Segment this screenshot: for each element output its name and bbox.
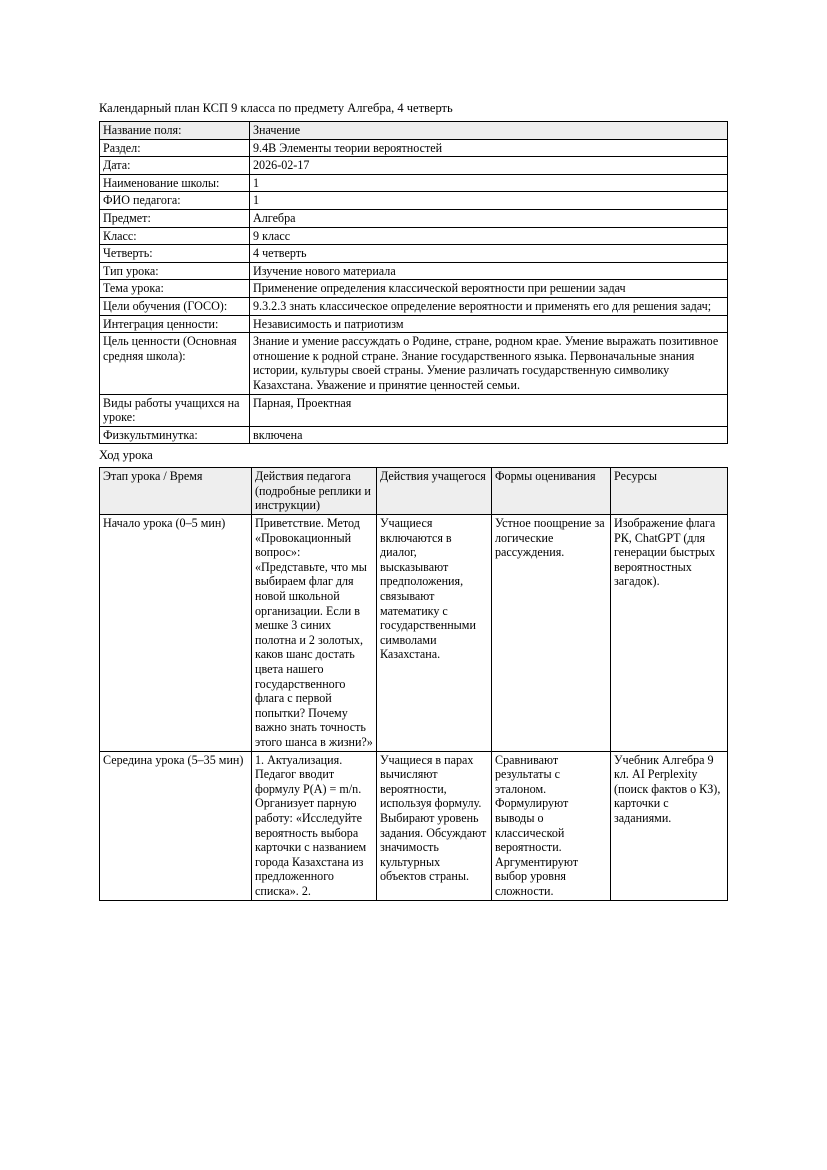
cell-stage: Середина урока (5–35 мин)	[100, 751, 252, 900]
cell-stage: Начало урока (0–5 мин)	[100, 515, 252, 752]
field-value: Применение определения классической вероятности при решении задач	[250, 280, 728, 298]
table-row	[100, 227, 728, 245]
field-value: 2026-02-17	[250, 157, 728, 175]
lesson-table-header-row	[100, 468, 728, 515]
header-cell-value: Значение	[250, 122, 728, 140]
field-label: Раздел:	[100, 139, 250, 157]
field-value: Изучение нового материала	[250, 262, 728, 280]
field-label: Виды работы учащихся на уроке:	[100, 394, 250, 426]
lesson-flow-label: Ход урока	[99, 448, 153, 463]
lesson-flow-table	[99, 467, 728, 900]
header-cell-resources: Ресурсы	[611, 468, 728, 515]
table-row	[100, 139, 728, 157]
table-row	[100, 297, 728, 315]
header-cell-stage: Этап урока / Время	[100, 468, 252, 515]
header-cell-student-actions: Действия учащегося	[377, 468, 492, 515]
table-row	[100, 333, 728, 394]
field-label: Класс:	[100, 227, 250, 245]
document-content	[99, 101, 727, 901]
table-row	[100, 315, 728, 333]
cell-teacher-actions: Приветствие. Метод «Провокационный вопрос»: «Представьте, что мы выбираем флаг для новой школьной организации. Если в мешке 3 синих полотна и 2 золотых, каков шанс достать цвета нашего государственного флага с первой попытки? Почему важно знать точность этого шанса в жизни?»	[252, 515, 377, 752]
field-label: Цель ценности (Основная средняя школа):	[100, 333, 250, 394]
cell-resources: Учебник Алгебра 9 кл. AI Perplexity (поиск фактов о КЗ), карточки с заданиями.	[611, 751, 728, 900]
field-value: Алгебра	[250, 209, 728, 227]
cell-resources: Изображение флага РК, ChatGPT (для генерации быстрых вероятностных загадок).	[611, 515, 728, 752]
field-label: Дата:	[100, 157, 250, 175]
table-header-row	[100, 122, 728, 140]
table-row	[100, 394, 728, 426]
field-label: Интеграция ценности:	[100, 315, 250, 333]
field-value: 9.4B Элементы теории вероятностей	[250, 139, 728, 157]
table-row	[100, 262, 728, 280]
lesson-info-table	[99, 121, 728, 444]
header-cell-field: Название поля:	[100, 122, 250, 140]
table-row	[100, 157, 728, 175]
field-value: включена	[250, 426, 728, 444]
cell-teacher-actions: 1. Актуализация. Педагог вводит формулу P(A) = m/n. Организует парную работу: «Исследуйте вероятность выбора карточки с названием города Казахстана из предложенного списка». 2.	[252, 751, 377, 900]
field-value: Парная, Проектная	[250, 394, 728, 426]
cell-assessment: Устное поощрение за логические рассуждения.	[492, 515, 611, 752]
field-label: Цели обучения (ГОСО):	[100, 297, 250, 315]
field-value: 1	[250, 192, 728, 210]
table-row	[100, 426, 728, 444]
field-label: Четверть:	[100, 245, 250, 263]
table-row	[100, 515, 728, 752]
field-label: Тип урока:	[100, 262, 250, 280]
field-value: 9 класс	[250, 227, 728, 245]
header-cell-teacher-actions: Действия педагога (подробные реплики и инструкции)	[252, 468, 377, 515]
field-value: 1	[250, 174, 728, 192]
table-row	[100, 280, 728, 298]
field-value: 9.3.2.3 знать классическое определение вероятности и применять его для решения задач;	[250, 297, 728, 315]
table-row	[100, 174, 728, 192]
page-title: Календарный план КСП 9 класса по предмету Алгебра, 4 четверть	[99, 101, 453, 115]
table-row	[100, 245, 728, 263]
field-label: Тема урока:	[100, 280, 250, 298]
cell-assessment: Сравнивают результаты с эталоном. Формулируют выводы о классической вероятности. Аргументируют выбор уровня сложности.	[492, 751, 611, 900]
table-row	[100, 751, 728, 900]
field-label: ФИО педагога:	[100, 192, 250, 210]
table-row	[100, 192, 728, 210]
cell-student-actions: Учащиеся в парах вычисляют вероятности, используя формулу. Выбирают уровень задания. Обсуждают значимость культурных объектов страны.	[377, 751, 492, 900]
field-label: Физкультминутка:	[100, 426, 250, 444]
field-value: Независимость и патриотизм	[250, 315, 728, 333]
field-value: 4 четверть	[250, 245, 728, 263]
field-label: Наименование школы:	[100, 174, 250, 192]
cell-student-actions: Учащиеся включаются в диалог, высказывают предположения, связывают математику с государственными символами Казахстана.	[377, 515, 492, 752]
field-value: Знание и умение рассуждать о Родине, стране, родном крае. Умение выражать позитивное отношение к родной стране. Знание государственного языка. Первоначальные знания истории, культуры своей страны. Умение различать государственную символику Казахстана. Уважение и принятие ценностей семьи.	[250, 333, 728, 394]
field-label: Предмет:	[100, 209, 250, 227]
table-row	[100, 209, 728, 227]
header-cell-assessment: Формы оценивания	[492, 468, 611, 515]
